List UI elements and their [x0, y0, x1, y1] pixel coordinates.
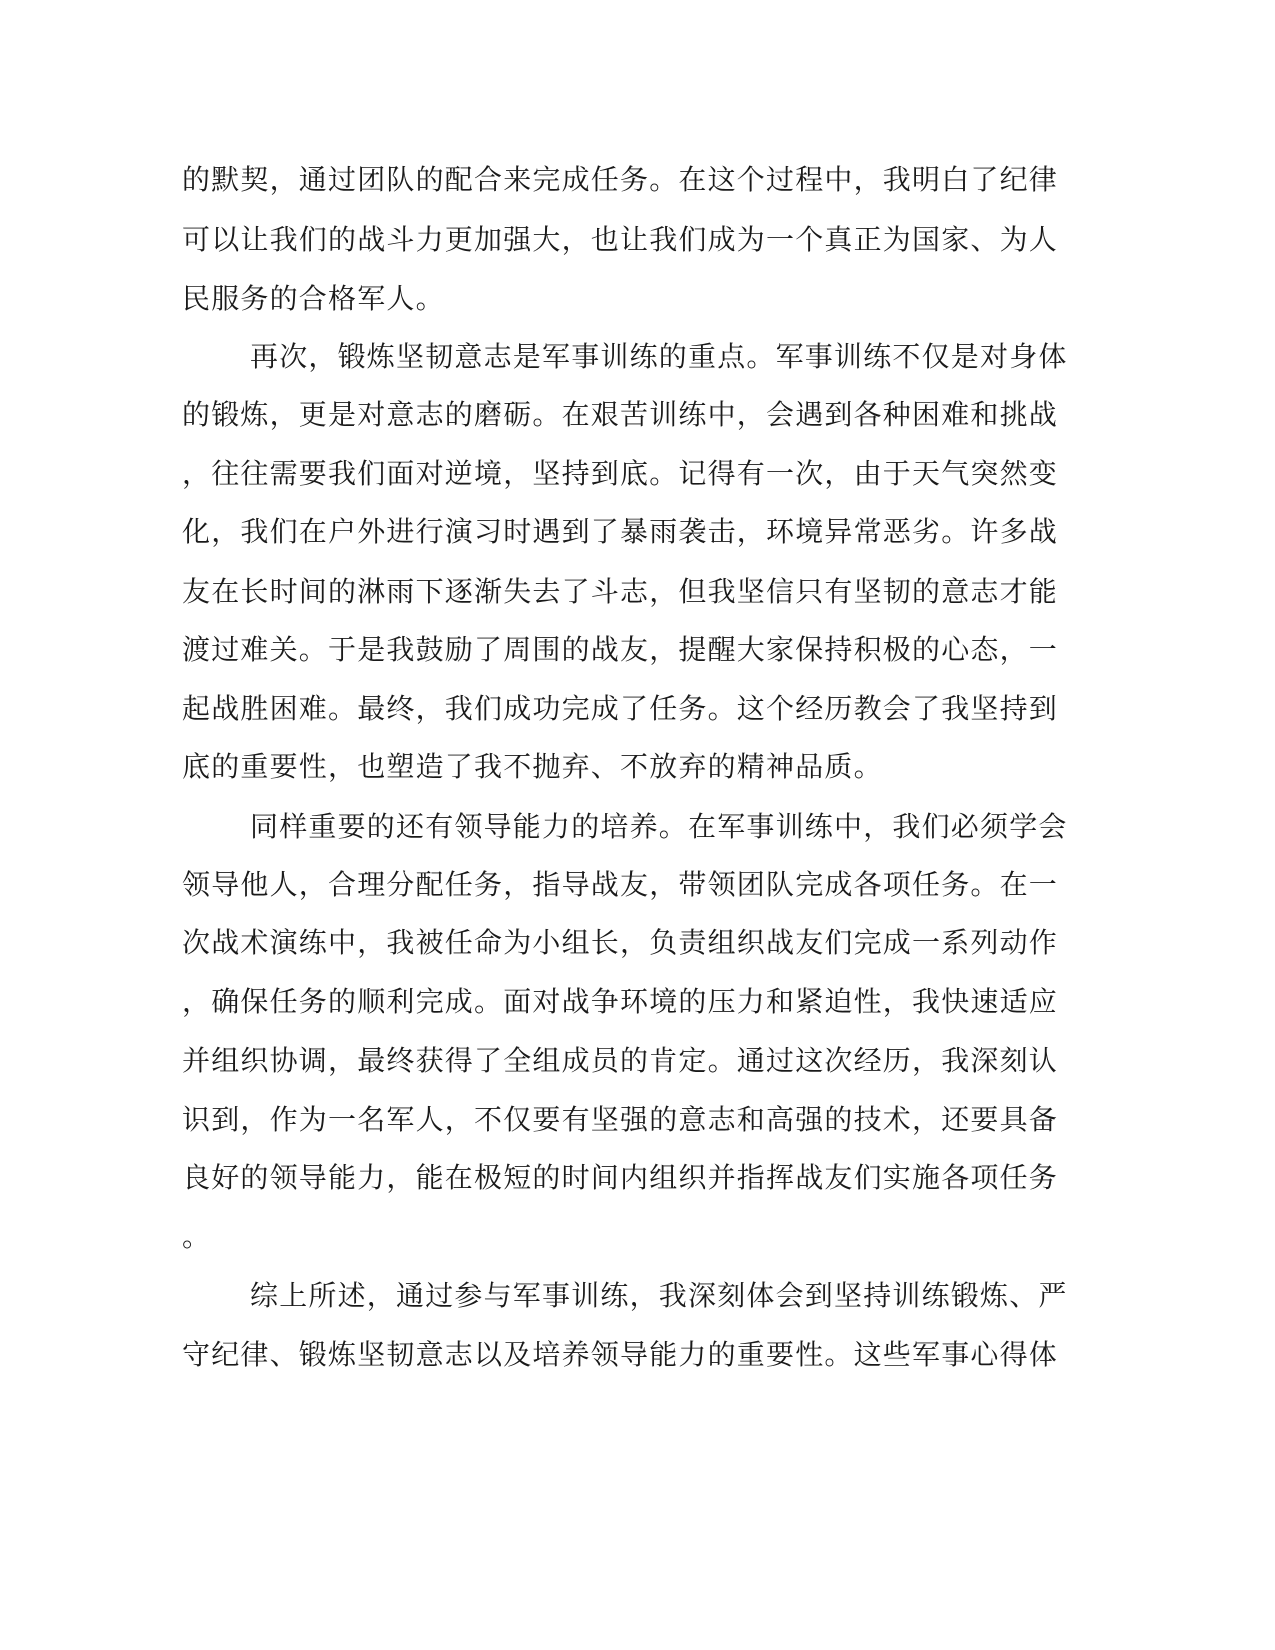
paragraph-start-line: 综上所述，通过参与军事训练，我深刻体会到坚持训练锻炼、严 — [250, 1279, 1068, 1312]
text-line: 渡过难关。于是我鼓励了周围的战友，提醒大家保持积极的心态，一 — [182, 633, 1059, 666]
text-line: 底的重要性，也塑造了我不抛弃、不放弃的精神品质。 — [182, 750, 883, 783]
text-line: 友在长时间的淋雨下逐渐失去了斗志，但我坚信只有坚韧的意志才能 — [182, 575, 1059, 608]
text-line: 并组织协调，最终获得了全组成员的肯定。通过这次经历，我深刻认 — [182, 1044, 1059, 1077]
paragraph-start-line: 同样重要的还有领导能力的培养。在军事训练中，我们必须学会 — [250, 810, 1068, 843]
text-line: ，往往需要我们面对逆境，坚持到底。记得有一次，由于天气突然变 — [182, 457, 1059, 490]
text-line: 的默契，通过团队的配合来完成任务。在这个过程中，我明白了纪律 — [182, 163, 1059, 196]
text-line: 良好的领导能力，能在极短的时间内组织并指挥战友们实施各项任务 — [182, 1161, 1059, 1194]
text-line: ，确保任务的顺利完成。面对战争环境的压力和紧迫性，我快速适应 — [182, 985, 1059, 1018]
text-line: 的锻炼，更是对意志的磨砺。在艰苦训练中，会遇到各种困难和挑战 — [182, 398, 1059, 431]
text-line: 次战术演练中，我被任命为小组长，负责组织战友们完成一系列动作 — [182, 926, 1059, 959]
text-line: 守纪律、锻炼坚韧意志以及培养领导能力的重要性。这些军事心得体 — [182, 1338, 1059, 1371]
text-line: 民服务的合格军人。 — [182, 282, 445, 315]
text-line: 起战胜困难。最终，我们成功完成了任务。这个经历教会了我坚持到 — [182, 692, 1059, 725]
text-line: 领导他人，合理分配任务，指导战友，带领团队完成各项任务。在一 — [182, 868, 1059, 901]
text-line: 化，我们在户外进行演习时遇到了暴雨袭击，环境异常恶劣。许多战 — [182, 515, 1059, 548]
text-line: 识到，作为一名军人，不仅要有坚强的意志和高强的技术，还要具备 — [182, 1103, 1059, 1136]
text-line: 。 — [182, 1220, 212, 1253]
text-line: 可以让我们的战斗力更加强大，也让我们成为一个真正为国家、为人 — [182, 223, 1059, 256]
paragraph-start-line: 再次，锻炼坚韧意志是军事训练的重点。军事训练不仅是对身体 — [250, 340, 1068, 373]
